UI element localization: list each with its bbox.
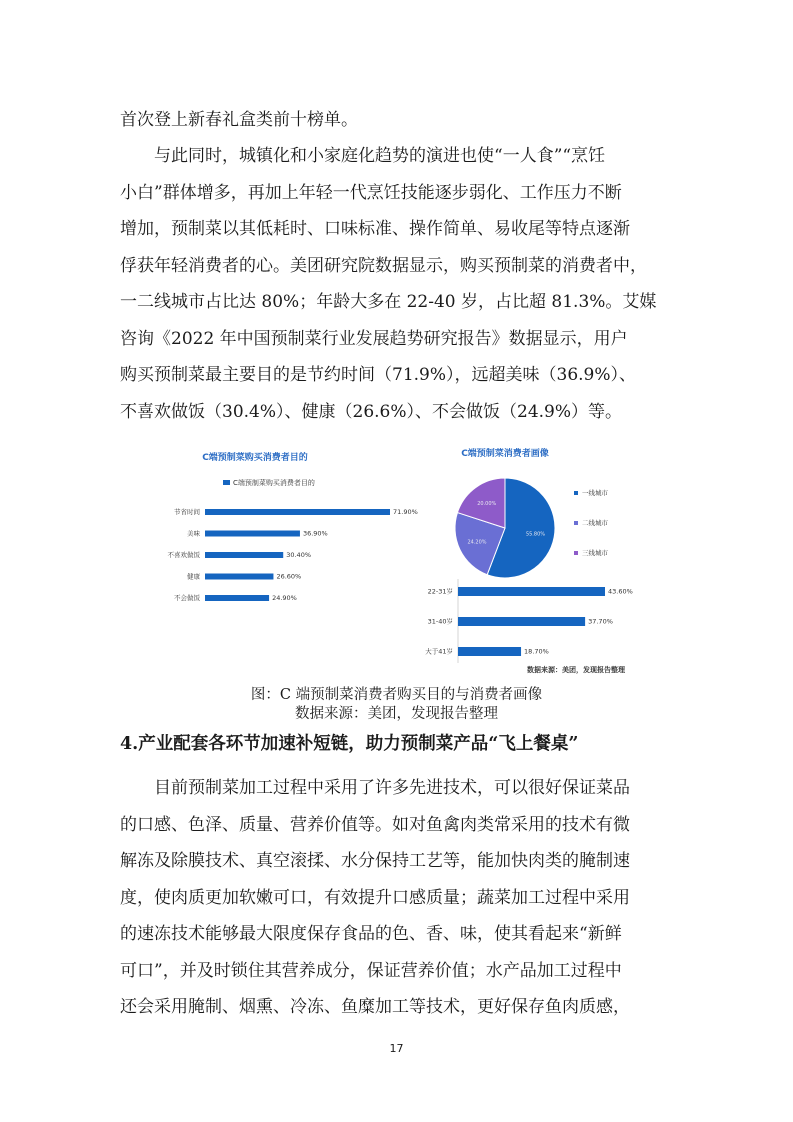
paragraph-line: 小白”群体增多，再加上年轻一代烹饪技能逐步弱化、工作压力不断 — [120, 182, 622, 203]
tick-label: 大于41岁 — [425, 647, 453, 656]
paragraph-line: 与此同时，城镇化和小家庭化趋势的演进也使“一人食”“烹饪 — [154, 146, 606, 166]
tick-label: 节省时间 — [174, 508, 200, 516]
paragraph-line: 咨询《2022 年中国预制菜行业发展趋势研究报告》数据显示，用户 — [120, 328, 628, 349]
figure-charts — [150, 445, 650, 685]
bar — [205, 552, 283, 558]
legend-label: C端预制菜购买消费者目的 — [233, 479, 315, 487]
data-label: 24.90% — [272, 594, 297, 602]
pie-label: 20.00% — [477, 500, 497, 507]
top-line: 首次登上新春礼盒类前十榜单。 — [120, 110, 358, 130]
paragraph-line: 一二线城市占比达 80%；年龄大多在 22-40 岁，占比超 81.3%。艾媒 — [120, 292, 657, 312]
bar — [205, 574, 273, 580]
legend-label: 一线城市 — [582, 489, 608, 497]
page-number: 17 — [389, 1042, 404, 1055]
paragraph-line: 度，使肉质更加软嫩可口，有效提升口感质量；蔬菜加工过程中采用 — [120, 887, 630, 908]
pie-label: 55.80% — [525, 531, 546, 538]
pie-label: 24.20% — [467, 539, 487, 546]
bar — [205, 531, 300, 537]
legend-swatch — [574, 551, 578, 555]
data-label: 36.90% — [302, 529, 328, 538]
legend-label: 二线城市 — [582, 519, 608, 527]
paragraph-line: 可口”，并及时锁住其营养成分，保证营养价值；水产品加工过程中 — [120, 960, 622, 981]
paragraph-line: 增加，预制菜以其低耗时、口味标准、操作简单、易收尾等特点逐渐 — [120, 219, 630, 239]
bar — [205, 595, 269, 601]
data-label: 26.60% — [276, 572, 302, 581]
bar — [458, 647, 521, 656]
paragraph-line: 的口感、色泽、质量、营养价值等。如对鱼禽肉类常采用的技术有微 — [120, 814, 630, 835]
legend-swatch — [223, 480, 230, 485]
bar — [458, 617, 585, 626]
legend-swatch — [574, 491, 578, 495]
legend-label: 三线城市 — [582, 549, 608, 557]
paragraph-line: 解冻及除膜技术、真空滚揉、水分保持工艺等，能加快肉类的腌制速 — [120, 851, 630, 871]
chart-source-note: 数据来源：美团，发现报告整理 — [527, 666, 625, 674]
paragraph-technology — [120, 770, 673, 1026]
bar — [458, 587, 605, 596]
tick-label: 22-31岁 — [427, 587, 453, 596]
legend-swatch — [574, 521, 578, 525]
tick-label: 不会做饭 — [174, 594, 200, 602]
paragraph-line: 还会采用腌制、烟熏、冷冻、鱼糜加工等技术，更好保存鱼肉质感， — [120, 997, 630, 1017]
data-label: 43.60% — [608, 587, 633, 596]
charts-svg — [150, 445, 650, 685]
paragraph-consumers — [120, 138, 673, 430]
data-label: 30.40% — [286, 551, 312, 559]
data-label: 37.70% — [588, 617, 613, 626]
paragraph-line: 目前预制菜加工过程中采用了许多先进技术，可以很好保证菜品 — [154, 778, 630, 798]
paragraph-line: 的速冻技术能够最大限度保存食品的色、香、味，使其看起来“新鲜 — [120, 924, 622, 944]
data-label: 18.70% — [524, 647, 549, 656]
tick-label: 健康 — [187, 572, 200, 581]
paragraph-line: 购买预制菜最主要目的是节约时间（71.9%），远超美味（36.9%）、 — [120, 365, 637, 385]
tick-label: 31-40岁 — [427, 617, 453, 626]
tick-label: 不喜欢做饭 — [167, 551, 200, 559]
chart-title: C端预制菜购买消费者目的 — [202, 453, 308, 463]
data-label: 71.90% — [393, 508, 418, 516]
bar — [205, 509, 390, 515]
figure-source: 数据来源：美团，发现报告整理 — [295, 706, 498, 722]
chart-title: C端预制菜消费者画像 — [461, 449, 549, 459]
section-title: 4.产业配套各环节加速补短链，助力预制菜产品“飞上餐桌” — [120, 734, 579, 754]
paragraph-line: 不喜欢做饭（30.4%）、健康（26.6%）、不会做饭（24.9%）等。 — [120, 401, 623, 422]
tick-label: 美味 — [187, 529, 200, 538]
figure-caption: 图：C 端预制菜消费者购买目的与消费者画像 — [250, 687, 543, 703]
paragraph-line: 俘获年轻消费者的心。美团研究院数据显示，购买预制菜的消费者中， — [120, 255, 647, 276]
